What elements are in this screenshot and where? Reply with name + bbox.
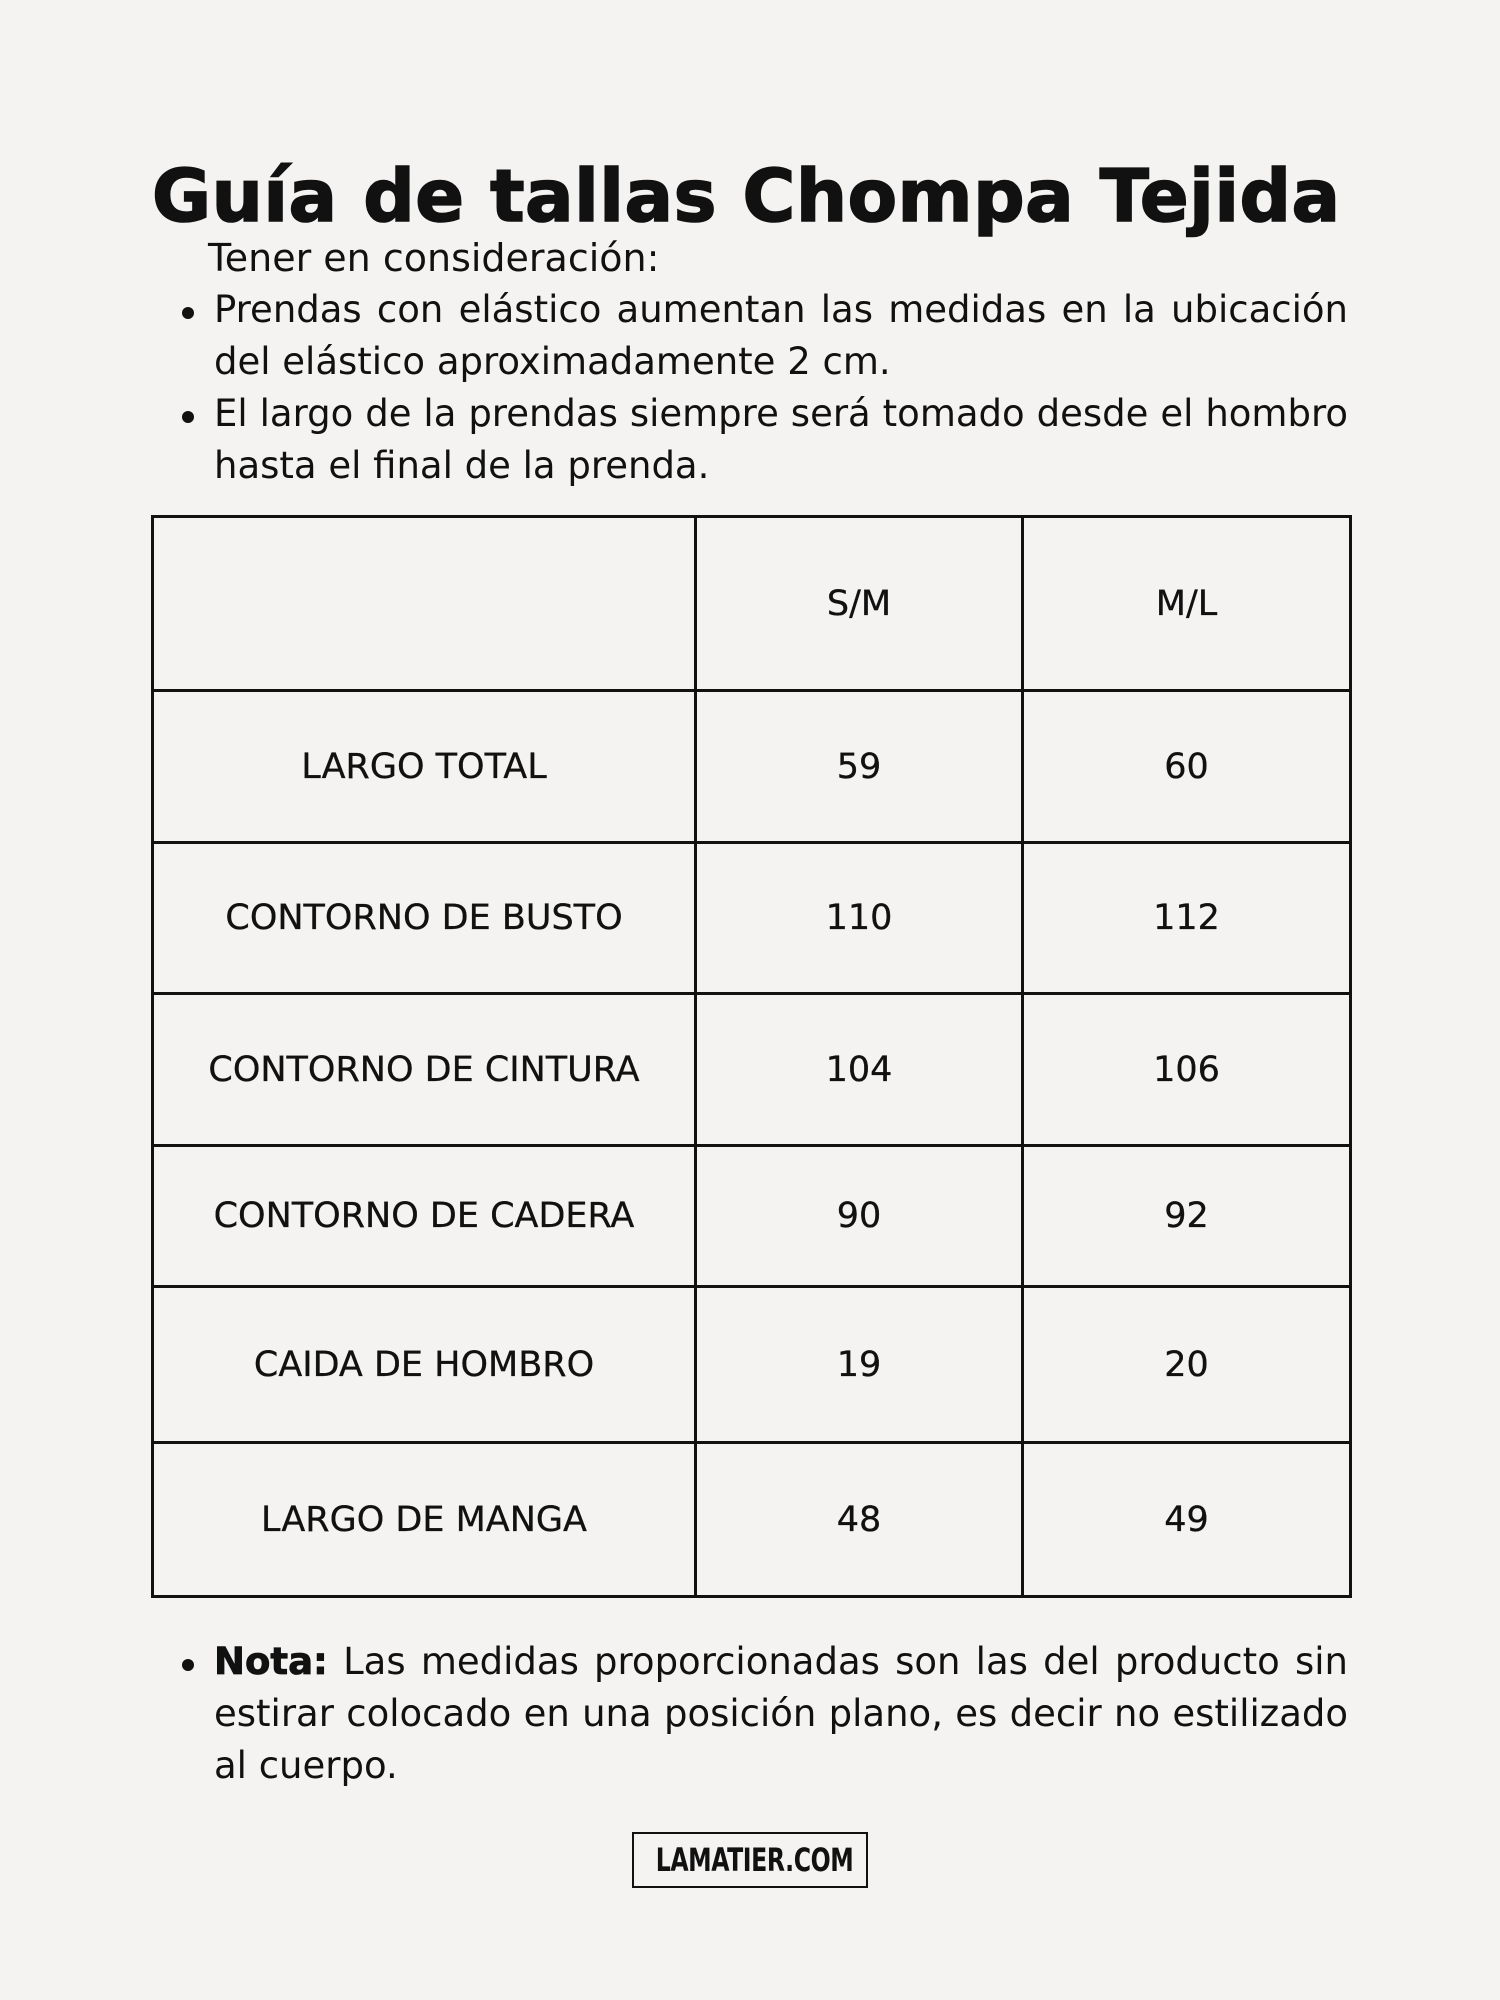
intro-text: Tener en consideración:	[208, 236, 660, 280]
table-row	[153, 994, 1351, 1146]
note-text: Las medidas proporcionadas son las del producto sin estirar colocado en una posición plano, es decir no estilizado al cuerpo.	[214, 1640, 1349, 1787]
value-sm: 104	[696, 994, 1023, 1146]
note-list	[182, 1636, 1348, 1792]
table-row	[153, 691, 1351, 843]
list-item: El largo de la prendas siempre será tomado desde el hombro hasta el final de la prenda.	[182, 388, 1348, 492]
value-ml: 92	[1023, 1146, 1351, 1287]
header-size-ml: M/L	[1023, 517, 1351, 691]
table-row	[153, 1287, 1351, 1443]
table-row	[153, 1443, 1351, 1597]
value-ml: 60	[1023, 691, 1351, 843]
header-size-sm: S/M	[696, 517, 1023, 691]
brand-label: LAMATIER.COM	[655, 1841, 854, 1879]
value-sm: 59	[696, 691, 1023, 843]
measure-label: CAIDA DE HOMBRO	[153, 1287, 696, 1443]
considerations-list	[182, 284, 1348, 492]
value-ml: 112	[1023, 843, 1351, 994]
brand-website-link[interactable]	[632, 1832, 868, 1888]
value-ml: 106	[1023, 994, 1351, 1146]
list-item: Prendas con elástico aumentan las medidas en la ubicación del elástico aproximadamente 2 cm.	[182, 284, 1348, 388]
measure-label: CONTORNO DE BUSTO	[153, 843, 696, 994]
size-table	[151, 515, 1352, 1598]
table-header-row	[153, 517, 1351, 691]
measure-label: CONTORNO DE CADERA	[153, 1146, 696, 1287]
header-label-cell	[153, 517, 696, 691]
page-title: Guía de tallas Chompa Tejida	[152, 154, 1341, 238]
value-ml: 20	[1023, 1287, 1351, 1443]
note-label: Nota:	[214, 1640, 328, 1683]
measure-label: CONTORNO DE CINTURA	[153, 994, 696, 1146]
note-item	[182, 1636, 1348, 1792]
measure-label: LARGO DE MANGA	[153, 1443, 696, 1597]
value-sm: 90	[696, 1146, 1023, 1287]
measure-label: LARGO TOTAL	[153, 691, 696, 843]
value-ml: 49	[1023, 1443, 1351, 1597]
table-row	[153, 1146, 1351, 1287]
value-sm: 19	[696, 1287, 1023, 1443]
table-row	[153, 843, 1351, 994]
value-sm: 110	[696, 843, 1023, 994]
value-sm: 48	[696, 1443, 1023, 1597]
